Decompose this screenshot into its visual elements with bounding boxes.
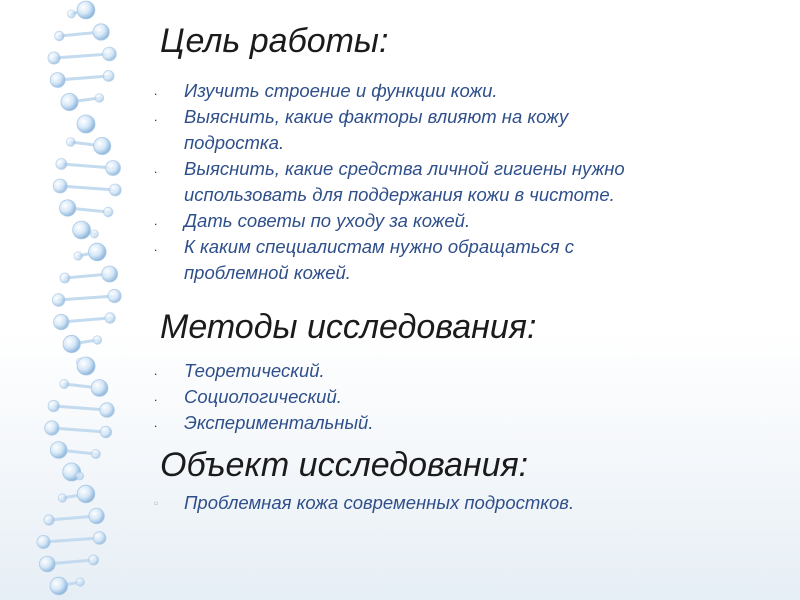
goal-item-3-continued	[160, 182, 760, 208]
method-item-1	[154, 358, 760, 384]
dna-bead	[88, 555, 98, 565]
dna-bead	[93, 532, 106, 545]
dna-bead	[53, 179, 67, 193]
dna-bead	[67, 10, 75, 18]
dna-rung	[60, 186, 115, 190]
dna-bead	[95, 94, 104, 103]
goal-item-2-continued	[160, 130, 760, 156]
goal-item-4	[154, 208, 760, 234]
goal-item-text: подростка.	[184, 132, 285, 153]
dna-bead	[77, 115, 95, 133]
methods-list	[154, 358, 760, 436]
goal-item-3	[154, 156, 760, 182]
dna-bead	[77, 485, 95, 503]
bullet-icon: ▫	[154, 496, 159, 510]
method-item-text: Социологический.	[184, 386, 342, 407]
bullet-icon: .	[154, 364, 158, 378]
dna-bead	[109, 184, 121, 196]
dna-bead	[77, 1, 95, 19]
dna-bead	[50, 577, 68, 595]
heading-goal: Цель работы:	[160, 22, 389, 60]
dna-rung	[52, 428, 106, 432]
goal-item-text: Изучить строение и функции кожи.	[184, 80, 498, 101]
goal-item-5-continued	[160, 260, 760, 286]
object-list	[154, 490, 760, 516]
dna-bead	[100, 426, 112, 438]
goal-item-text: К каким специалистам нужно обращаться с	[184, 236, 575, 257]
dna-bead	[39, 556, 55, 572]
dna-bead	[54, 314, 69, 329]
bullet-icon: .	[154, 162, 158, 176]
goal-list	[154, 78, 760, 286]
dna-bead	[103, 47, 117, 61]
dna-bead	[100, 403, 115, 418]
dna-bead	[66, 138, 75, 147]
dna-bead	[103, 207, 113, 217]
dna-rung	[59, 296, 115, 300]
goal-item-text: использовать для поддержания кожи в чистоте.	[184, 184, 615, 205]
object-item-1	[154, 490, 760, 516]
dna-bead	[52, 294, 65, 307]
dna-bead	[59, 200, 75, 216]
goal-item-2	[154, 104, 760, 130]
dna-bead	[55, 31, 65, 41]
dna-rung	[54, 406, 107, 410]
dna-bead	[61, 93, 78, 110]
method-item-3	[154, 410, 760, 436]
dna-bead	[103, 71, 114, 82]
method-item-text: Экспериментальный.	[184, 412, 374, 433]
goal-item-text: Выяснить, какие факторы влияют на кожу	[184, 106, 569, 127]
dna-bead	[105, 313, 116, 324]
dna-bead	[102, 266, 118, 282]
dna-bead	[60, 379, 69, 388]
dna-bead	[108, 289, 121, 302]
dna-bead	[88, 243, 106, 261]
dna-bead	[60, 273, 70, 283]
bullet-icon: .	[154, 416, 158, 430]
dna-bead	[93, 24, 109, 40]
dna-bead	[76, 472, 84, 480]
dna-rung	[54, 54, 109, 58]
dna-bead	[73, 221, 91, 239]
method-item-2	[154, 384, 760, 410]
goal-item-text: проблемной кожей.	[184, 262, 351, 283]
dna-bead	[74, 252, 82, 260]
goal-item-text: Выяснить, какие средства личной гигиены нужно	[184, 158, 625, 179]
goal-item-text: Дать советы по уходу за кожей.	[184, 210, 471, 231]
method-item-text: Теоретический.	[184, 360, 325, 381]
dna-bead	[45, 421, 59, 435]
dna-bead	[44, 515, 54, 525]
dna-bead	[48, 400, 59, 411]
dna-bead	[50, 73, 65, 88]
heading-object: Объект исследования:	[160, 446, 529, 484]
dna-bead	[93, 336, 102, 345]
bullet-icon: .	[154, 214, 158, 228]
bullet-icon: .	[154, 390, 158, 404]
dna-helix-graphic	[0, 0, 150, 600]
dna-bead	[37, 535, 50, 548]
bullet-icon: .	[154, 110, 158, 124]
dna-bead	[90, 230, 98, 238]
dna-bead	[94, 137, 111, 154]
dna-bead	[63, 335, 80, 352]
object-item-text: Проблемная кожа современных подростков.	[184, 492, 575, 513]
dna-bead	[48, 52, 60, 64]
heading-methods: Методы исследования:	[160, 308, 537, 346]
dna-rung	[44, 538, 100, 542]
dna-bead	[58, 494, 66, 502]
dna-bead	[91, 380, 108, 397]
dna-bead	[89, 508, 105, 524]
dna-bead	[77, 357, 95, 375]
dna-bead	[76, 578, 84, 586]
bullet-icon: .	[154, 84, 158, 98]
dna-bead	[50, 442, 67, 459]
dna-bead	[91, 449, 100, 458]
dna-bead	[56, 159, 67, 170]
dna-bead	[106, 161, 121, 176]
goal-item-1	[154, 78, 760, 104]
bullet-icon: .	[154, 240, 158, 254]
goal-item-5	[154, 234, 760, 260]
